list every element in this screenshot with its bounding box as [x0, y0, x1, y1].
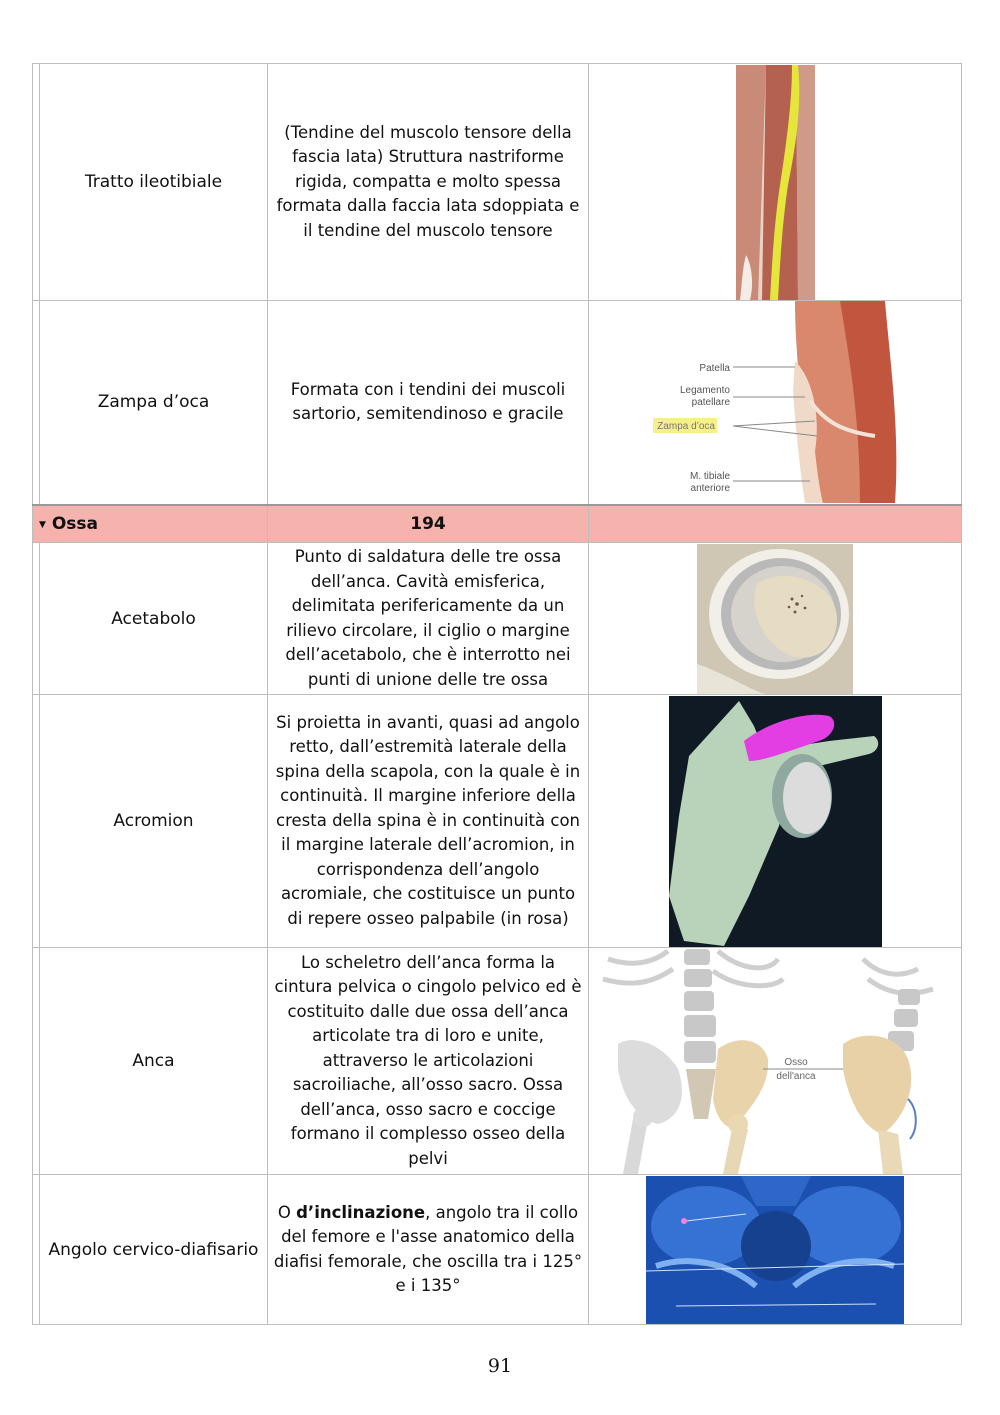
description-cell: Si proietta in avanti, quasi ad angolo retto, dall’estremità laterale della spina della scapola, con la quale è in continuità. Il margine inferiore della cresta della spina è in continuità con il margine laterale dell’acromion, in corrispondenza dell’angolo acromiale, che costituisce un punto di repere osseo palpabile (in rosa) — [268, 695, 589, 948]
term-cell: Zampa d’oca — [40, 301, 268, 505]
acetabulum-image — [697, 544, 853, 694]
description-cell: O d’inclinazione, angolo tra il collo del femore e l'asse anatomico della diafisi femorale, che oscilla tra i 125° e i 135° — [268, 1175, 589, 1325]
glossary-table — [32, 63, 962, 1325]
table-row — [33, 301, 962, 505]
pelvis-xray-image — [646, 1176, 904, 1324]
term-cell: Anca — [40, 948, 268, 1175]
label-patellare: patellare — [691, 397, 730, 409]
label-zampa: Zampa d’oca — [657, 421, 715, 433]
thigh-muscles-itband-image — [736, 65, 815, 300]
term-cell: Acetabolo — [40, 543, 268, 695]
scapula-acromion-image — [669, 696, 882, 947]
description-cell: Lo scheletro dell’anca forma la cintura pelvica o cingolo pelvico ed è costituito dalle due ossa dell’anca articolate tra di loro e unite, attraverso le articolazioni sacroiliache, all’osso sacro. Ossa dell’anca, osso sacro e coccige formano il complesso osseo della pelvi — [268, 948, 589, 1175]
section-title: Ossa — [51, 513, 99, 534]
knee-pes-anserinus-image — [645, 301, 905, 503]
label-tibiale: M. tibiale — [689, 471, 730, 483]
label-osso: Osso — [783, 1056, 808, 1068]
label-anteriore: anteriore — [690, 483, 730, 495]
label-legamento: Legamento — [679, 385, 730, 397]
term-cell: Angolo cervico-diafisario — [40, 1175, 268, 1325]
page-number: 91 — [487, 1355, 513, 1377]
disclosure-triangle-icon[interactable]: ▼ — [39, 519, 46, 530]
section-toggle[interactable] — [33, 505, 268, 543]
term-cell: Tratto ileotibiale — [40, 64, 268, 301]
pelvis-skeleton-image — [598, 949, 953, 1174]
label-patella: Patella — [699, 363, 730, 375]
table-row — [33, 543, 962, 695]
description-cell: (Tendine del muscolo tensore della fascia lata) Struttura nastriforme rigida, compatta e molto spessa formata dalla faccia lata sdoppiata e il tendine del muscolo tensore — [268, 64, 589, 301]
section-page-ref: 194 — [268, 505, 589, 543]
description-cell: Punto di saldatura delle tre ossa dell’anca. Cavità emisferica, delimitata perifericamente da un rilievo circolare, il ciglio o margine dell’acetabolo, che è interrotto nei punti di unione delle tre ossa — [268, 543, 589, 695]
table-row — [33, 1175, 962, 1325]
description-cell: Formata con i tendini dei muscoli sartorio, semitendinoso e gracile — [268, 301, 589, 505]
term-cell: Acromion — [40, 695, 268, 948]
bold-term: d’inclinazione — [296, 1202, 426, 1222]
section-header — [33, 505, 962, 543]
table-row — [33, 695, 962, 948]
table-row — [33, 64, 962, 301]
table-row — [33, 948, 962, 1175]
label-dellanca: dell'anca — [775, 1070, 816, 1082]
